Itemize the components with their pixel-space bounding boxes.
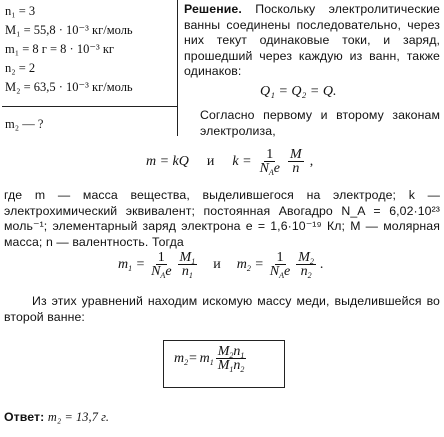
answer-value: m₂ = 13,7 г. [47,410,110,424]
solution-paragraph-2: Согласно первому и второму законам электролиза, [200,108,440,138]
given-n1: n₁ = 3 [5,4,36,18]
equation-m1-m2: $m_1$ = $\frac{1}{N_Ae}$ $\frac{M_1}{n_1}$ и $m_2$ = $\frac{1}{N_Ae}$ $\frac{M_2}{n_2}$ . [118,250,324,280]
given-M1: M₁ = 55,8 · 10⁻³ кг/моль [5,23,133,37]
given-n2: n₂ = 2 [5,61,36,75]
word-and-1: и [206,153,215,169]
given-divider [2,106,177,107]
equation-result: $m_2=$ $m_1$ $\frac{M_2n_1}{M_1n_2}$ [174,344,245,374]
solution-label: Решение. [184,2,242,16]
given-block [5,2,177,97]
answer-label: Ответ: [4,410,45,424]
equation-m-kq: m = kQ [146,153,189,169]
given-M2: M₂ = 63,5 · 10⁻³ кг/моль [5,80,133,94]
given-m1: m₁ = 8 г = 8 · 10⁻³ кг [5,42,115,56]
equation-mkq: m = kQ и k = $\frac{1}{N_Ae}$ $\frac{M}{n}$ , [146,147,314,177]
fraction-M-over-n: $\frac{M}{n}$ [290,147,302,176]
equation-k-lhs: k = [232,153,252,169]
solution-paragraph-4: Из этих уравнений находим искомую массу меди, выделившейся во второй ванне: [4,294,440,324]
answer-line [4,410,109,426]
solution-paragraph-3: где m — масса вещества, выделившегося на электроде; k — электрохимический эквивалент; постоянная Авогадро N_A = 6,02·10²³ моль⁻¹; элементарный заряд электрона e = 1,6·10⁻¹⁹ Кл; M — молярная масса; n — валентность. Тогда [4,188,440,249]
solution-text-1: Поскольку электролитические ванны соединены последовательно, через них текут одинаковые токи, и заряд, прошедший через каждую из ванн, также одинаков: [184,2,440,78]
word-and-2: и [213,256,221,272]
given-vertical-divider [177,0,178,136]
given-find: m₂ — ? [5,117,44,131]
solution-paragraph-1 [184,2,440,80]
fraction-1-over-NAe: $\frac{1}{N_Ae}$ [259,147,281,177]
equation-q: Q₁ = Q₂ = Q. [260,84,337,99]
